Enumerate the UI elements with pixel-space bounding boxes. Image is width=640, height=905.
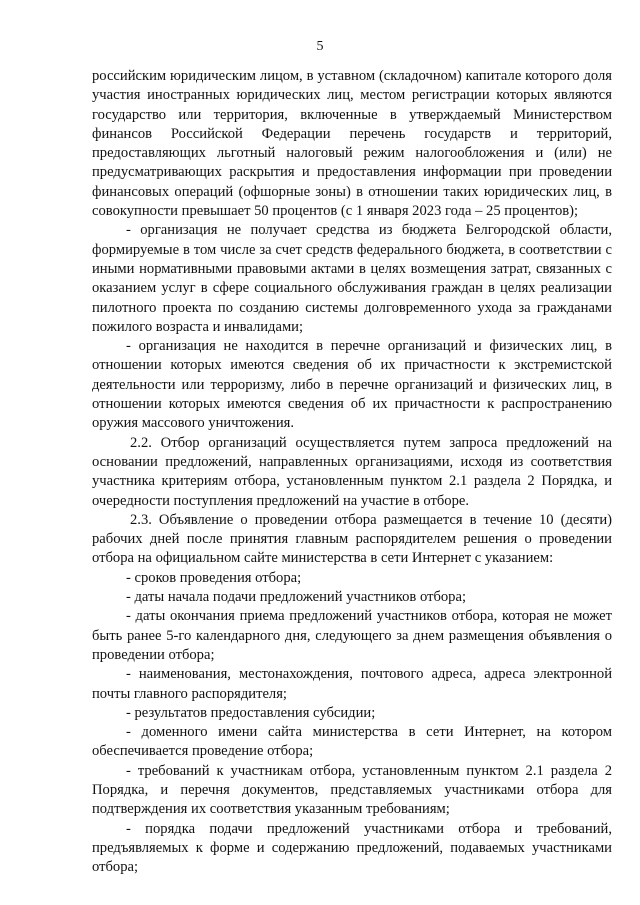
list-item-budget-funds: - организация не получает средства из бюджета Белгородской области, формируемые в том числе за счет средств федерального бюджета, в соответствии с иными нормативными правовыми актами в целях возмещения затрат, связанных с оказанием услуг в сфере социального обслуживания граждан в целях реализации пилотного проекта по созданию системы долговременного ухода за гражданами пожилого возраста и инвалидами; <box>92 222 612 335</box>
page-number: 5 <box>316 39 324 54</box>
paragraph-continuation: российским юридическим лицом, в уставном (складочном) капитале которого доля участия иностранных юридических лиц, местом регистрации которых являются государство или территория, включенные в утверждаемый Министерством финансов Российской Федерации перечень государств и территорий, предоставляющих льготный налоговый режим налогообложения и (или) не предусматривающих раскрытия и предоставления информации при проведении финансовых операций (офшорные зоны) в отношении таких юридических лиц, в совокупности превышает 50 процентов (с 1 января 2023 года – 25 процентов); <box>92 68 612 220</box>
list-item-extremism-list: - организация не находится в перечне организаций и физических лиц, в отношении которых имеются сведения об их причастности к экстремистской деятельности или терроризму, либо в перечне организаций и физических лиц, в отношении которых имеются сведения об их причастности к распространению оружия массового уничтожения. <box>92 338 612 432</box>
list-item-domain: - доменного имени сайта министерства в сети Интернет, на котором обеспечивается проведение отбора; <box>92 724 612 760</box>
list-item-requirements: - требований к участникам отбора, установленным пунктом 2.1 раздела 2 Порядка, и перечня документов, представляемых участниками отбора для подтверждения их соответствия указанным требованиям; <box>92 762 612 818</box>
list-item-contacts: - наименования, местонахождения, почтового адреса, адреса электронной почты главного распорядителя; <box>92 666 612 702</box>
paragraph-2-3: 2.3. Объявление о проведении отбора размещается в течение 10 (десяти) рабочих дней после принятия главным распорядителем решения о проведении отбора на официальном сайте министерства в сети Интернет с указанием: <box>92 511 612 567</box>
list-item-end-date: - даты окончания приема предложений участников отбора, которая не может быть ранее 5-го календарного дня, следующего за днем размещения объявления о проведении отбора; <box>92 608 612 663</box>
list-item-results: - результатов предоставления субсидии; <box>126 704 376 721</box>
list-item-submission-order: - порядка подачи предложений участниками отбора и требований, предъявляемых к форме и содержанию предложений, подаваемых участниками отбора; <box>92 820 612 876</box>
list-item-start-date: - даты начала подачи предложений участников отбора; <box>126 589 467 606</box>
paragraph-2-2: 2.2. Отбор организаций осуществляется путем запроса предложений на основании предложений, направленных организациями, исходя из соответствия участника критериям отбора, установленным пунктом 2.1 раздела 2 Порядка, и очередности поступления предложений на участие в отборе. <box>92 434 612 509</box>
list-item-terms: - сроков проведения отбора; <box>126 569 302 586</box>
document-body <box>92 67 612 877</box>
